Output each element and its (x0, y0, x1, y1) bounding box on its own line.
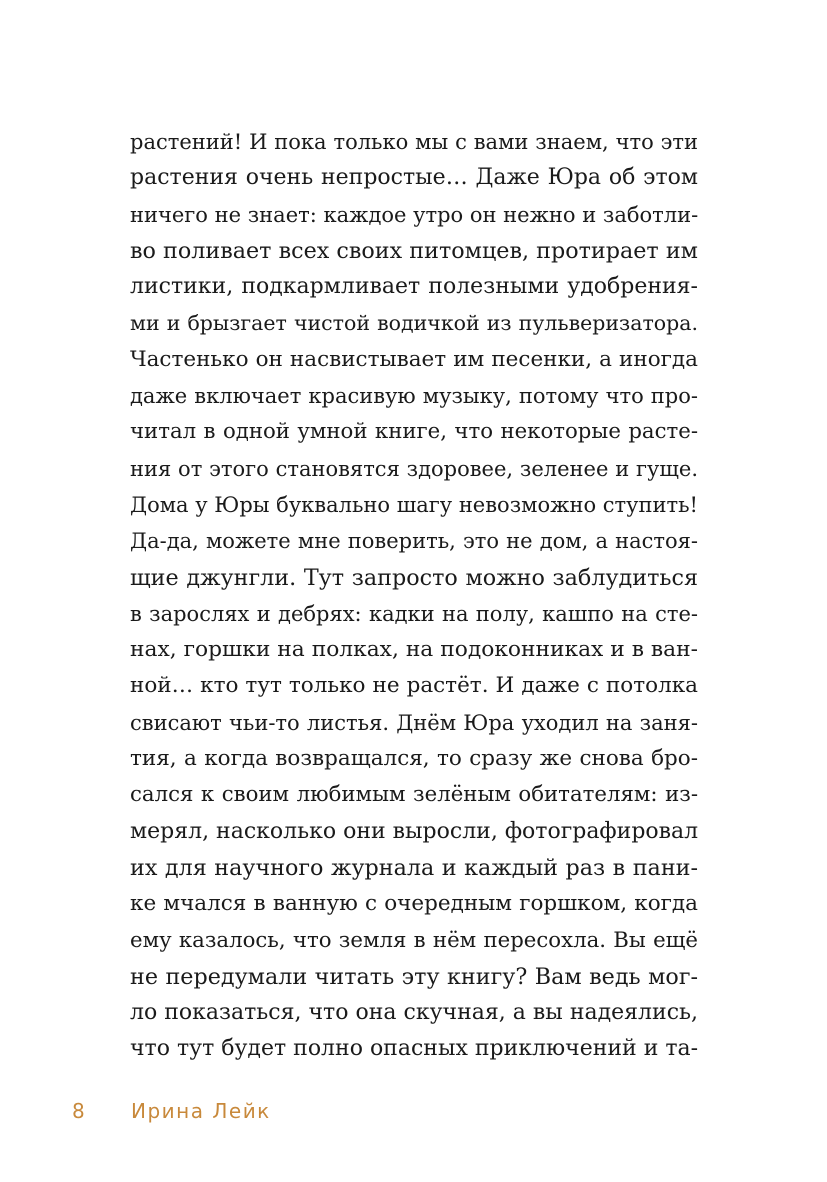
text-line: Дома у Юры буквально шагу невозможно ступить! (130, 492, 698, 517)
text-line: в зарослях и дебрях: кадки на полу, кашпо на сте- (130, 601, 698, 626)
text-line: читал в одной умной книге, что некоторые расте- (130, 419, 698, 445)
text-line: их для научного журнала и каждый раз в пани- (130, 854, 698, 881)
text-line: ему казалось, что земля в нём пересохла. Вы ещё (130, 927, 698, 953)
text-line: нах, горшки на полках, на подоконниках и в ван- (130, 637, 698, 663)
page-number: 8 (72, 1099, 85, 1123)
text-line: тия, а когда возвращался, то сразу же снова бро- (130, 746, 698, 772)
text-line: ло показаться, что она скучная, а вы надеялись, (130, 1000, 698, 1026)
text-line: Частенько он насвистывает им песенки, а иногда (130, 346, 698, 372)
page-footer (0, 1096, 827, 1126)
text-line: мерял, насколько они выросли, фотографировал (130, 818, 699, 844)
text-line: ми и брызгает чистой водичкой из пульверизатора. (130, 311, 698, 336)
text-line: ке мчался в ванную с очередным горшком, когда (130, 891, 698, 917)
text-line: щие джунгли. Тут запросто можно заблудиться (130, 564, 698, 591)
text-line: что тут будет полно опасных приключений и та- (130, 1036, 699, 1062)
text-line: во поливает всех своих питомцев, протирает им (130, 237, 698, 264)
text-line: сался к своим любимым зелёным обитателям: из- (130, 782, 698, 808)
running-head-author: Ирина Лейк (131, 1099, 271, 1123)
text-line: ной… кто тут только не растёт. И даже с потолка (130, 673, 698, 699)
text-line: даже включает красивую музыку, потому что про- (130, 384, 698, 409)
text-line: свисают чьи-то листья. Днём Юра уходил на заня- (130, 710, 698, 735)
text-line: растений! И пока только мы с вами знаем, что эти (130, 130, 698, 154)
text-line: ния от этого становятся здоровее, зеленее и гуще. (130, 456, 698, 481)
text-line: Да-да, можете мне поверить, это не дом, а настоя- (130, 529, 698, 554)
text-line: не передумали читать эту книгу? Вам ведь мог- (130, 963, 698, 990)
body-text (130, 124, 698, 1068)
text-line: растения очень непростые… Даже Юра об этом (130, 165, 698, 191)
text-line: ничего не знает: каждое утро он нежно и заботли- (130, 202, 699, 227)
text-line: листики, подкармливает полезными удобрения- (130, 274, 698, 300)
